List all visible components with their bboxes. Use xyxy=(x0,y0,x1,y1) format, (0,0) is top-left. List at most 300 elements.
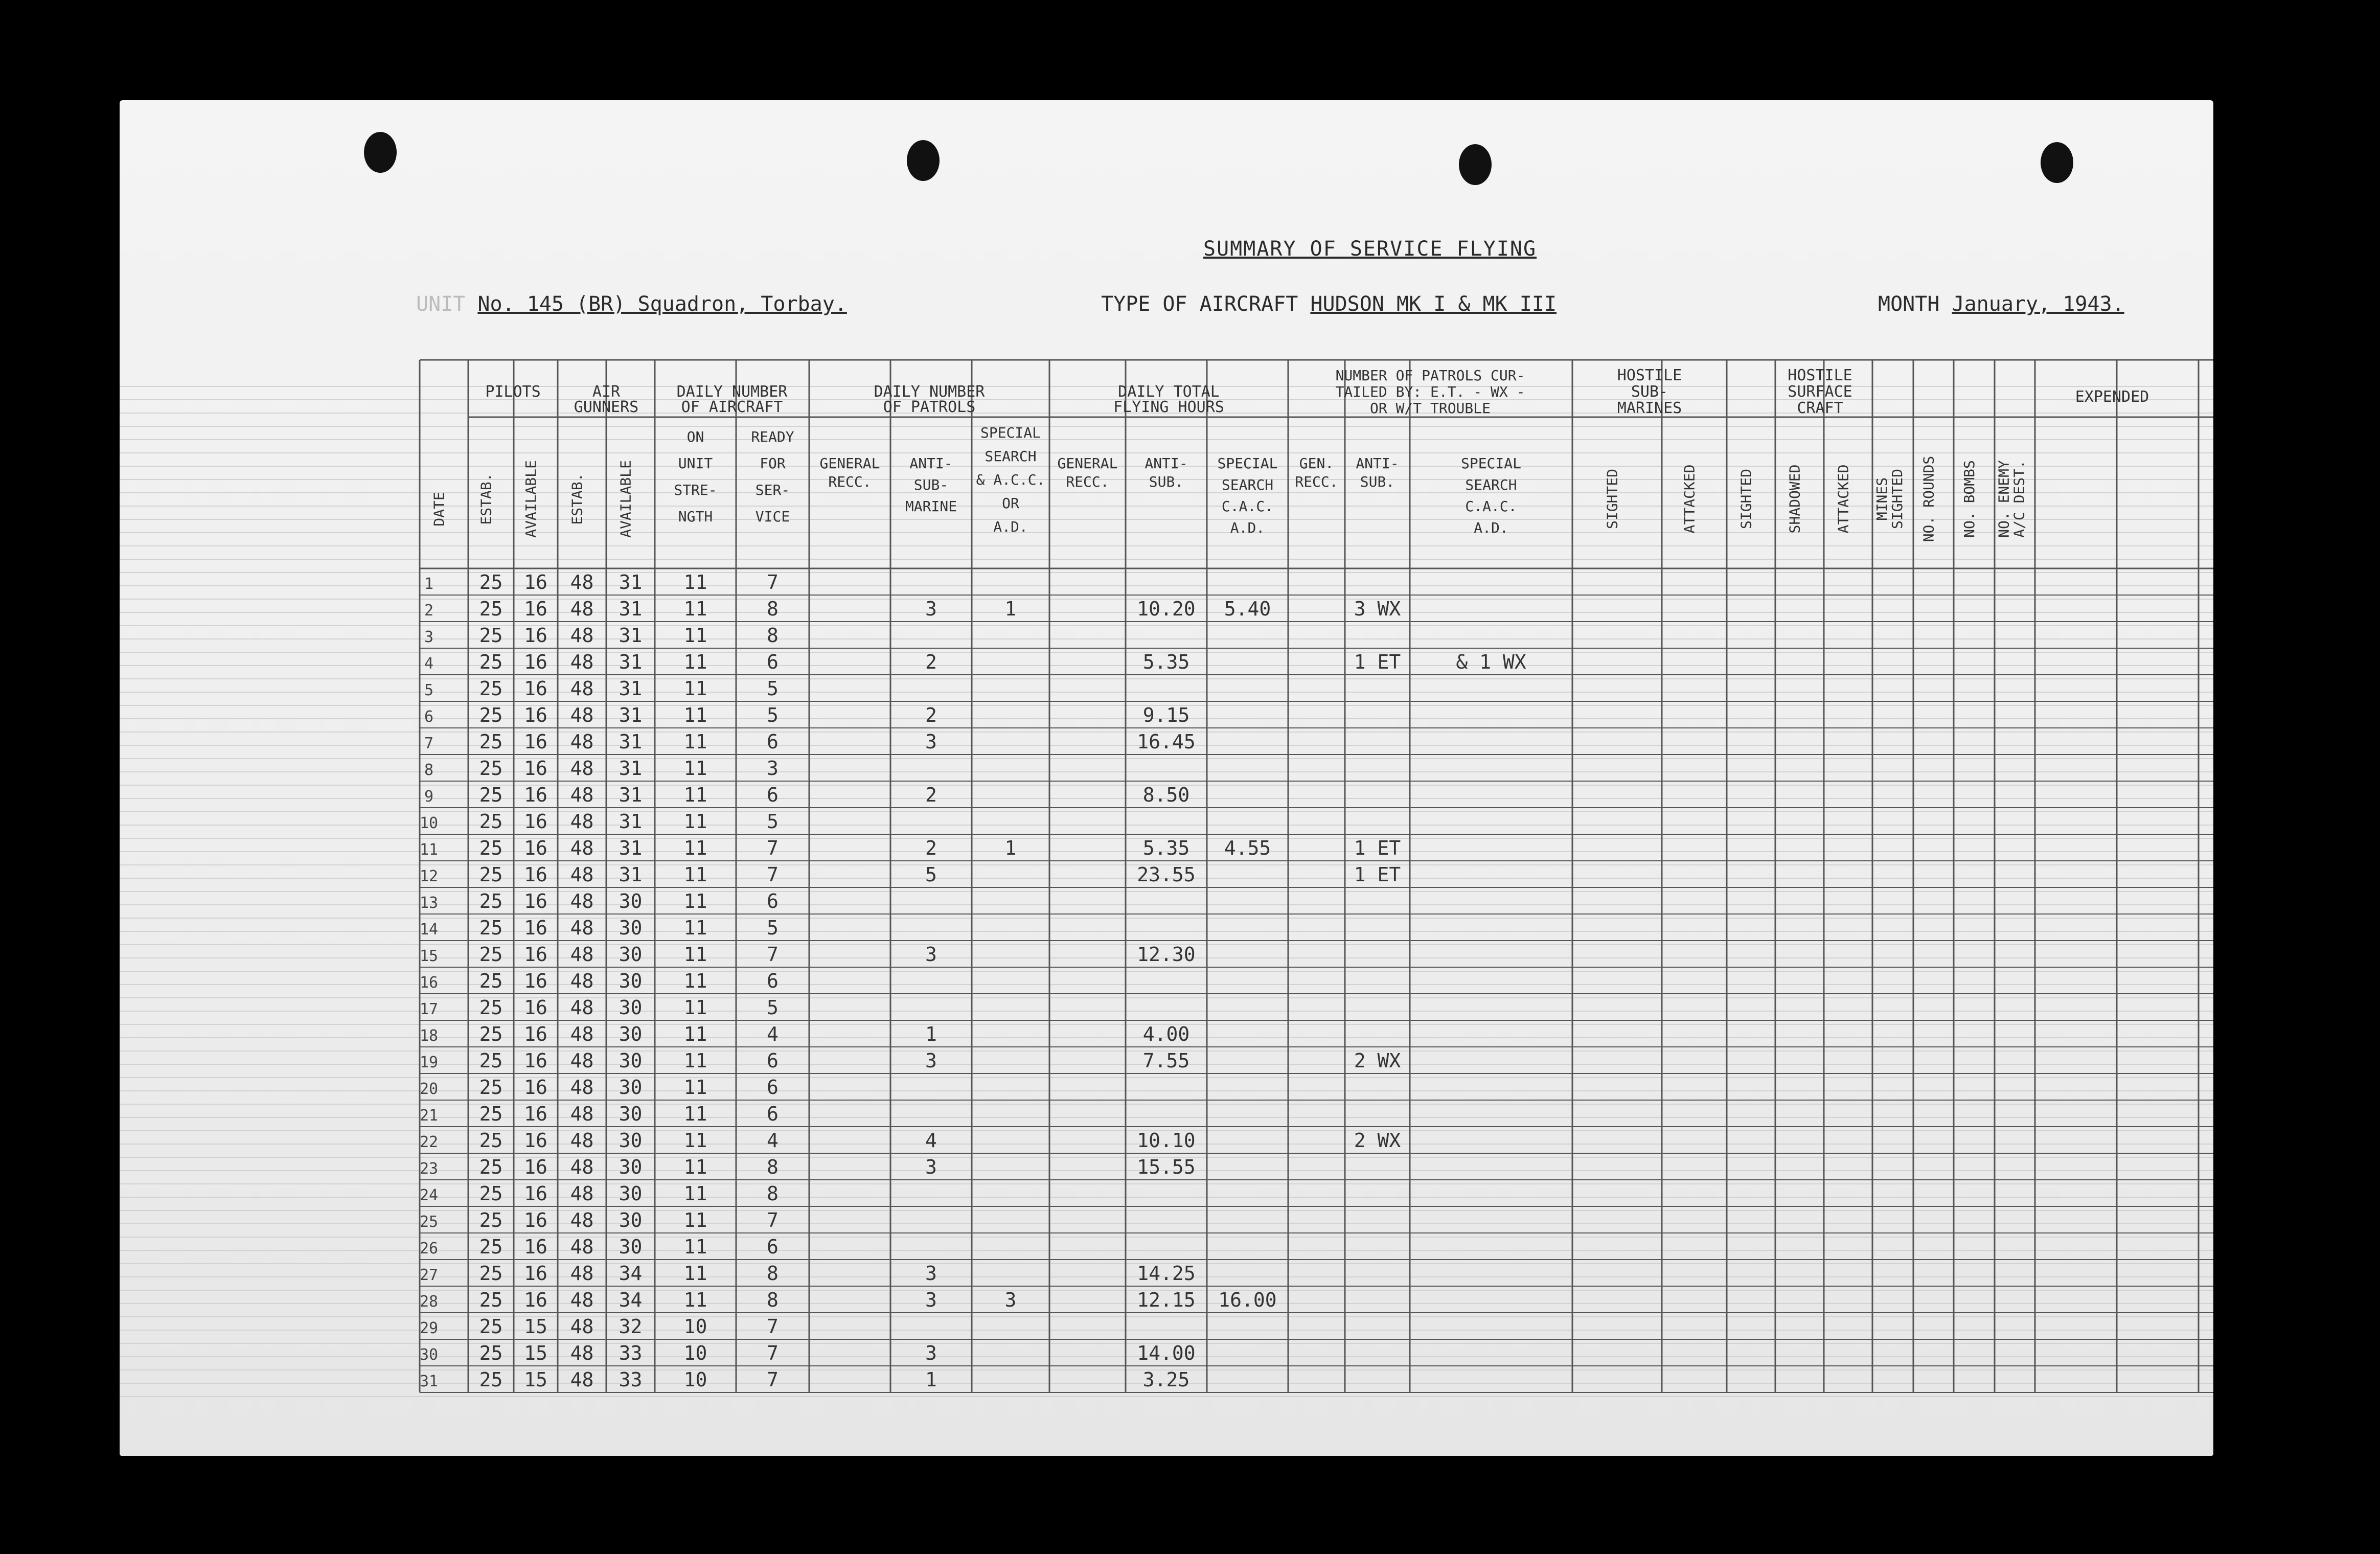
table-cell: 7 xyxy=(767,837,779,859)
table-cell: 11 xyxy=(683,677,707,700)
table-cell: 1 ET xyxy=(1354,837,1401,859)
table-cell: 48 xyxy=(570,1076,594,1099)
header-on-unit-strength: ON xyxy=(686,428,704,445)
table-cell: 4 xyxy=(767,1129,779,1152)
table-cell: 5 xyxy=(767,810,779,833)
table-cell: 25 xyxy=(479,1209,503,1231)
table-cell: 11 xyxy=(683,917,707,939)
table-cell: 30 xyxy=(619,917,643,939)
table-cell: 48 xyxy=(570,1182,594,1205)
table-cell: 25 xyxy=(479,784,503,806)
header-no-enemy-ac: A/C DEST. xyxy=(2010,460,2028,538)
table-cell: 11 xyxy=(683,704,707,726)
table-cell: 11 xyxy=(683,1262,707,1285)
table-cell: 31 xyxy=(619,677,643,700)
table-cell: 31 xyxy=(619,810,643,833)
table-cell: 16 xyxy=(524,863,547,886)
date-cell: 5 xyxy=(424,681,434,699)
header-ready-for-service: VICE xyxy=(755,508,790,525)
table-cell: 8 xyxy=(767,1289,779,1311)
table-cell: 2 xyxy=(925,837,937,859)
table-cell: 3 xyxy=(925,1262,937,1285)
date-cell: 16 xyxy=(419,974,439,992)
header-hostile-surface-craft: SURFACE xyxy=(1788,383,1852,401)
table-cell: 12.30 xyxy=(1137,943,1196,966)
table-cell: 3 xyxy=(1004,1289,1017,1311)
table-cell: 25 xyxy=(479,1342,503,1364)
table-cell: 25 xyxy=(479,677,503,700)
table-cell: 6 xyxy=(767,651,779,673)
table-cell: 48 xyxy=(570,1129,594,1152)
date-cell: 15 xyxy=(419,947,439,965)
table-cell: 32 xyxy=(619,1315,643,1338)
header-air-gunners: AIR xyxy=(592,383,621,401)
date-cell: 17 xyxy=(419,1000,439,1018)
table-cell: 30 xyxy=(619,943,643,966)
table-cell: 48 xyxy=(570,1289,594,1311)
date-cell: 24 xyxy=(419,1186,439,1204)
table-cell: 30 xyxy=(619,1129,643,1152)
table-cell: 48 xyxy=(570,863,594,886)
header-hours-special-search: SEARCH xyxy=(1221,476,1274,493)
table-cell: 16 xyxy=(524,624,547,647)
date-cell: 19 xyxy=(419,1054,439,1071)
table-cell: 8 xyxy=(767,624,779,647)
table-cell: 25 xyxy=(479,1103,503,1125)
header-curtailed: OR W/T TROUBLE xyxy=(1369,400,1491,417)
date-cell: 9 xyxy=(424,788,434,806)
table-cell: 25 xyxy=(479,1262,503,1285)
table-cell: 3 xyxy=(925,1156,937,1178)
aircraft-value: HUDSON MK I & MK III xyxy=(1310,292,1557,316)
table-cell: 7 xyxy=(767,1342,779,1364)
table-cell: 5.35 xyxy=(1142,651,1190,673)
table-cell: 11 xyxy=(683,1129,707,1152)
table-cell: 48 xyxy=(570,730,594,753)
header-hours-special-search: C.A.C. xyxy=(1221,498,1274,515)
table-cell: 6 xyxy=(767,890,779,912)
table-cell: 16 xyxy=(524,1209,547,1231)
table-cell: 4 xyxy=(767,1023,779,1045)
table-cell: 25 xyxy=(479,1023,503,1045)
date-cell: 10 xyxy=(419,814,439,832)
table-cell: 6 xyxy=(767,1236,779,1258)
table-cell: 11 xyxy=(683,1049,707,1072)
table-cell: 11 xyxy=(683,1156,707,1178)
table-cell: 10.20 xyxy=(1137,598,1196,620)
table-cell: 11 xyxy=(683,1076,707,1099)
header-hostile-submarines: MARINES xyxy=(1617,399,1682,417)
table-cell: 48 xyxy=(570,1023,594,1045)
table-cell: 11 xyxy=(683,863,707,886)
date-cell: 7 xyxy=(424,735,434,752)
table-cell: 1 ET xyxy=(1354,863,1401,886)
table-cell: 25 xyxy=(479,730,503,753)
table-cell: 16 xyxy=(524,1023,547,1045)
table-cell: 48 xyxy=(570,704,594,726)
header-special-search: SPECIAL xyxy=(980,424,1041,441)
table-cell: 48 xyxy=(570,837,594,859)
table-cell: 25 xyxy=(479,598,503,620)
table-cell: 48 xyxy=(570,810,594,833)
table-cell: 3 xyxy=(925,1342,937,1364)
header-special-search: A.D. xyxy=(993,518,1028,535)
service-flying-table xyxy=(120,100,2213,1456)
table-cell: 16 xyxy=(524,704,547,726)
header-craft-sighted: SIGHTED xyxy=(1737,468,1755,530)
table-cell: 11 xyxy=(683,1182,707,1205)
header-pilots-available: AVAILABLE xyxy=(522,460,539,538)
table-cell: 48 xyxy=(570,598,594,620)
table-cell: 16 xyxy=(524,598,547,620)
table-cell: 11 xyxy=(683,1289,707,1311)
table-cell: 31 xyxy=(619,704,643,726)
table-cell: 48 xyxy=(570,1262,594,1285)
header-on-unit-strength: NGTH xyxy=(678,508,713,525)
table-cell: 6 xyxy=(767,784,779,806)
table-cell: 16 xyxy=(524,1156,547,1178)
table-cell: & 1 WX xyxy=(1456,651,1526,673)
header-hours-general-recc: RECC. xyxy=(1066,473,1109,490)
table-cell: 4 xyxy=(925,1129,937,1152)
header-date: DATE xyxy=(430,492,448,527)
table-cell: 7 xyxy=(767,1315,779,1338)
table-cell: 48 xyxy=(570,677,594,700)
table-cell: 16 xyxy=(524,1182,547,1205)
table-cell: 1 xyxy=(925,1368,937,1391)
table-cell: 11 xyxy=(683,970,707,992)
table-cell: 1 xyxy=(1004,837,1017,859)
table-cell: 8 xyxy=(767,1182,779,1205)
header-hours-special-search: A.D. xyxy=(1230,519,1265,536)
table-cell: 2 xyxy=(925,784,937,806)
table-cell: 31 xyxy=(619,651,643,673)
table-cell: 25 xyxy=(479,1368,503,1391)
header-anti-submarine: MARINE xyxy=(905,498,957,515)
table-cell: 25 xyxy=(479,624,503,647)
table-cell: 11 xyxy=(683,1209,707,1231)
table-cell: 16 xyxy=(524,677,547,700)
table-cell: 10 xyxy=(683,1368,707,1391)
table-cell: 15 xyxy=(524,1342,547,1364)
table-cell: 16 xyxy=(524,1076,547,1099)
table-cell: 16 xyxy=(524,810,547,833)
header-ready-for-service: SER- xyxy=(755,482,790,498)
date-cell: 23 xyxy=(419,1160,439,1178)
table-cell: 3 xyxy=(925,598,937,620)
table-cell: 4.00 xyxy=(1142,1023,1190,1045)
table-cell: 48 xyxy=(570,1342,594,1364)
table-cell: 16 xyxy=(524,651,547,673)
table-cell: 10 xyxy=(683,1342,707,1364)
document-title: SUMMARY OF SERVICE FLYING xyxy=(1203,237,1537,261)
header-general-recc: RECC. xyxy=(828,473,872,490)
table-cell: 48 xyxy=(570,1236,594,1258)
table-cell: 48 xyxy=(570,970,594,992)
header-hours-anti-sub: ANTI- xyxy=(1145,455,1188,472)
header-mines-sighted: MINES xyxy=(1873,477,1890,521)
table-cell: 10 xyxy=(683,1315,707,1338)
table-cell: 31 xyxy=(619,598,643,620)
date-cell: 1 xyxy=(424,575,434,593)
table-cell: 14.25 xyxy=(1137,1262,1196,1285)
date-cell: 6 xyxy=(424,708,434,726)
table-cell: 16 xyxy=(524,571,547,593)
table-cell: 30 xyxy=(619,1103,643,1125)
header-gunners-available: AVAILABLE xyxy=(617,460,634,538)
table-cell: 31 xyxy=(619,863,643,886)
table-cell: 11 xyxy=(683,1023,707,1045)
date-cell: 31 xyxy=(419,1373,439,1390)
table-cell: 8 xyxy=(767,1156,779,1178)
table-cell: 25 xyxy=(479,943,503,966)
table-cell: 16 xyxy=(524,730,547,753)
table-cell: 8.50 xyxy=(1142,784,1190,806)
table-cell: 5 xyxy=(767,704,779,726)
header-hours-special-search: SPECIAL xyxy=(1217,455,1278,472)
table-cell: 48 xyxy=(570,1156,594,1178)
table-cell: 9.15 xyxy=(1142,704,1190,726)
table-cell: 33 xyxy=(619,1342,643,1364)
table-cell: 2 xyxy=(925,651,937,673)
table-cell: 8 xyxy=(767,1262,779,1285)
table-cell: 7 xyxy=(767,1209,779,1231)
header-ready-for-service: READY xyxy=(751,428,794,445)
table-cell: 11 xyxy=(683,571,707,593)
table-cell: 16.00 xyxy=(1218,1289,1277,1311)
header-curtailed-special-search: A.D. xyxy=(1474,519,1508,536)
unit-label: UNIT xyxy=(416,292,466,316)
table-cell: 6 xyxy=(767,730,779,753)
header-hostile-surface-craft: HOSTILE xyxy=(1788,367,1852,384)
table-cell: 5 xyxy=(925,863,937,886)
table-cell: 48 xyxy=(570,943,594,966)
table-cell: 2 WX xyxy=(1354,1129,1401,1152)
header-sub-attacked: ATTACKED xyxy=(1681,464,1698,534)
table-cell: 16 xyxy=(524,996,547,1019)
table-cell: 6 xyxy=(767,1049,779,1072)
date-cell: 20 xyxy=(419,1080,439,1098)
document-sheet xyxy=(120,100,2213,1456)
header-pilots: PILOTS xyxy=(485,383,541,401)
table-cell: 15.55 xyxy=(1137,1156,1196,1178)
unit-value: No. 145 (BR) Squadron, Torbay. xyxy=(477,292,847,316)
table-cell: 11 xyxy=(683,837,707,859)
table-cell: 30 xyxy=(619,1023,643,1045)
header-daily-hours: DAILY TOTAL xyxy=(1118,383,1220,401)
date-cell: 11 xyxy=(419,841,439,859)
table-cell: 5 xyxy=(767,996,779,1019)
table-cell: 11 xyxy=(683,730,707,753)
table-cell: 16 xyxy=(524,970,547,992)
table-cell: 7.55 xyxy=(1142,1049,1190,1072)
table-cell: 11 xyxy=(683,784,707,806)
table-cell: 11 xyxy=(683,810,707,833)
table-cell: 30 xyxy=(619,1236,643,1258)
table-cell: 15 xyxy=(524,1368,547,1391)
table-cell: 48 xyxy=(570,571,594,593)
table-cell: 16 xyxy=(524,784,547,806)
table-cell: 16 xyxy=(524,890,547,912)
header-daily-patrols: DAILY NUMBER xyxy=(874,383,985,401)
table-cell: 11 xyxy=(683,1236,707,1258)
month-label: MONTH xyxy=(1878,292,1940,316)
table-cell: 6 xyxy=(767,970,779,992)
date-cell: 22 xyxy=(419,1133,439,1151)
header-general-recc: GENERAL xyxy=(819,455,880,472)
header-curtailed-anti-sub: ANTI- xyxy=(1356,455,1399,472)
header-curtailed-special-search: C.A.C. xyxy=(1465,498,1517,515)
table-cell: 25 xyxy=(479,996,503,1019)
header-special-search: OR xyxy=(1002,495,1019,512)
table-cell: 25 xyxy=(479,1289,503,1311)
table-cell: 30 xyxy=(619,1209,643,1231)
table-cell: 16 xyxy=(524,1289,547,1311)
header-expended: EXPENDED xyxy=(2075,388,2149,406)
header-hours-anti-sub: SUB. xyxy=(1149,473,1184,490)
table-cell: 1 xyxy=(925,1023,937,1045)
table-cell: 30 xyxy=(619,1156,643,1178)
table-cell: 3 xyxy=(925,943,937,966)
table-cell: 25 xyxy=(479,970,503,992)
header-daily-aircraft: DAILY NUMBER xyxy=(676,383,788,401)
table-cell: 16 xyxy=(524,1103,547,1125)
date-cell: 14 xyxy=(419,921,439,939)
date-cell: 26 xyxy=(419,1240,439,1258)
table-cell: 7 xyxy=(767,863,779,886)
table-cell: 11 xyxy=(683,996,707,1019)
table-cell: 11 xyxy=(683,1103,707,1125)
table-cell: 16 xyxy=(524,757,547,780)
table-cell: 48 xyxy=(570,1103,594,1125)
table-cell: 23.55 xyxy=(1137,863,1196,886)
date-cell: 4 xyxy=(424,655,434,673)
header-special-search: SEARCH xyxy=(985,448,1037,465)
header-daily-patrols: OF PATROLS xyxy=(883,398,976,416)
table-cell: 30 xyxy=(619,1049,643,1072)
header-no-enemy-ac: NO. ENEMY xyxy=(1995,460,2012,538)
date-cell: 27 xyxy=(419,1266,439,1284)
header-curtailed-gen-recc: RECC. xyxy=(1295,473,1338,490)
table-cell: 25 xyxy=(479,837,503,859)
table-cell: 48 xyxy=(570,1209,594,1231)
header-anti-submarine: ANTI- xyxy=(909,455,953,472)
table-cell: 25 xyxy=(479,1049,503,1072)
header-daily-aircraft: OF AIRCRAFT xyxy=(681,398,783,416)
header-hostile-submarines: SUB- xyxy=(1631,383,1668,401)
table-cell: 25 xyxy=(479,1182,503,1205)
table-cell: 16 xyxy=(524,917,547,939)
header-special-search: & A.C.C. xyxy=(976,471,1045,488)
header-sub-sighted: SIGHTED xyxy=(1604,468,1621,530)
date-cell: 3 xyxy=(424,628,434,646)
table-cell: 25 xyxy=(479,863,503,886)
date-cell: 18 xyxy=(419,1027,439,1045)
table-cell: 25 xyxy=(479,1315,503,1338)
header-anti-submarine: SUB- xyxy=(913,476,949,493)
table-cell: 48 xyxy=(570,624,594,647)
table-cell: 10.10 xyxy=(1137,1129,1196,1152)
table-cell: 30 xyxy=(619,1182,643,1205)
date-cell: 25 xyxy=(419,1213,439,1231)
table-cell: 3.25 xyxy=(1142,1368,1190,1391)
date-cell: 8 xyxy=(424,761,434,779)
table-cell: 31 xyxy=(619,784,643,806)
table-cell: 1 xyxy=(1004,598,1017,620)
header-curtailed: NUMBER OF PATROLS CUR- xyxy=(1335,367,1525,384)
table-cell: 3 xyxy=(767,757,779,780)
header-mines-sighted: SIGHTED xyxy=(1889,468,1906,530)
table-cell: 11 xyxy=(683,651,707,673)
table-cell: 25 xyxy=(479,917,503,939)
header-no-rounds: NO. ROUNDS xyxy=(1920,455,1937,542)
table-cell: 7 xyxy=(767,943,779,966)
table-cell: 16 xyxy=(524,1262,547,1285)
table-cell: 12.15 xyxy=(1137,1289,1196,1311)
aircraft-label: TYPE OF AIRCRAFT xyxy=(1101,292,1298,316)
table-cell: 14.00 xyxy=(1137,1342,1196,1364)
table-cell: 8 xyxy=(767,598,779,620)
table-cell: 25 xyxy=(479,1156,503,1178)
table-cell: 31 xyxy=(619,757,643,780)
date-cell: 28 xyxy=(419,1293,439,1311)
table-cell: 30 xyxy=(619,996,643,1019)
table-cell: 48 xyxy=(570,890,594,912)
table-cell: 25 xyxy=(479,571,503,593)
table-cell: 7 xyxy=(767,1368,779,1391)
table-cell: 31 xyxy=(619,730,643,753)
table-cell: 15 xyxy=(524,1315,547,1338)
table-cell: 48 xyxy=(570,996,594,1019)
table-cell: 2 WX xyxy=(1354,1049,1401,1072)
table-cell: 2 xyxy=(925,704,937,726)
table-cell: 11 xyxy=(683,757,707,780)
table-cell: 30 xyxy=(619,970,643,992)
table-cell: 16.45 xyxy=(1137,730,1196,753)
date-cell: 30 xyxy=(419,1346,439,1364)
table-cell: 16 xyxy=(524,837,547,859)
header-on-unit-strength: STRE- xyxy=(674,482,717,498)
table-cell: 31 xyxy=(619,571,643,593)
table-cell: 48 xyxy=(570,1368,594,1391)
header-curtailed: TAILED BY: E.T. - WX - xyxy=(1335,383,1525,400)
header-curtailed-special-search: SEARCH xyxy=(1465,476,1517,493)
table-cell: 25 xyxy=(479,890,503,912)
header-hostile-submarines: HOSTILE xyxy=(1617,367,1682,384)
table-cell: 30 xyxy=(619,890,643,912)
table-cell: 48 xyxy=(570,1049,594,1072)
table-cell: 25 xyxy=(479,1076,503,1099)
table-cell: 11 xyxy=(683,943,707,966)
header-ready-for-service: FOR xyxy=(760,455,786,472)
table-cell: 3 WX xyxy=(1354,598,1401,620)
header-pilots-estab: ESTAB. xyxy=(477,473,495,525)
table-cell: 25 xyxy=(479,1129,503,1152)
month-value: January, 1943. xyxy=(1952,292,2124,316)
table-cell: 48 xyxy=(570,917,594,939)
table-cell: 31 xyxy=(619,837,643,859)
table-cell: 16 xyxy=(524,1129,547,1152)
table-cell: 48 xyxy=(570,651,594,673)
table-cell: 48 xyxy=(570,757,594,780)
table-cell: 30 xyxy=(619,1076,643,1099)
table-cell: 25 xyxy=(479,651,503,673)
header-craft-shadowed: SHADOWED xyxy=(1786,464,1803,534)
table-cell: 11 xyxy=(683,890,707,912)
table-cell: 3 xyxy=(925,730,937,753)
date-cell: 29 xyxy=(419,1319,439,1337)
header-hostile-surface-craft: CRAFT xyxy=(1797,399,1843,417)
